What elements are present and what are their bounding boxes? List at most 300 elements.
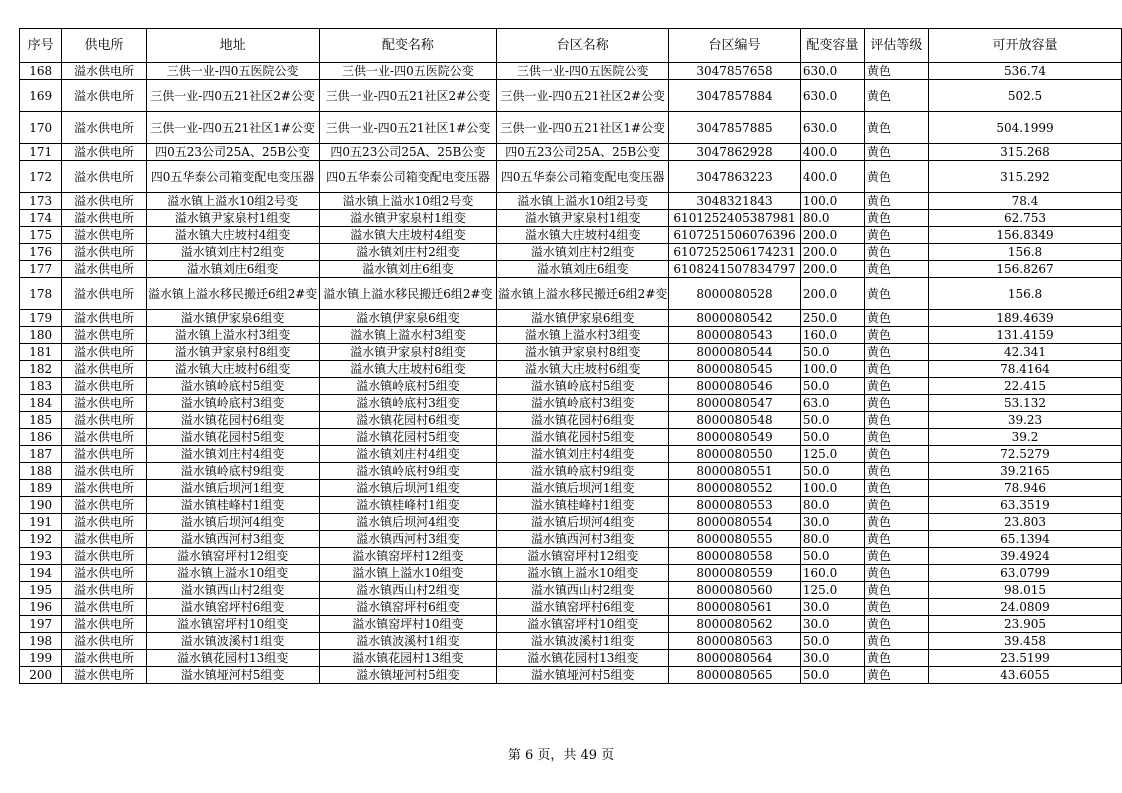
cell-area-name: 溢水镇上溢水10组变 — [497, 565, 669, 582]
cell-area-name: 溢水镇窑坪村10组变 — [497, 616, 669, 633]
cell-station: 溢水供电所 — [62, 531, 146, 548]
cell-capacity: 50.0 — [800, 548, 864, 565]
cell-open-capacity: 189.4639 — [928, 310, 1121, 327]
cell-transformer: 溢水镇西山村2组变 — [319, 582, 497, 599]
cell-address: 溢水镇西山村2组变 — [146, 582, 319, 599]
cell-open-capacity: 536.74 — [928, 63, 1121, 80]
cell-index: 168 — [20, 63, 62, 80]
cell-area-name: 三供一业-四0五医院公变 — [497, 63, 669, 80]
cell-rating: 黄色 — [864, 395, 928, 412]
cell-capacity: 400.0 — [800, 144, 864, 161]
table-row — [20, 429, 1122, 446]
cell-capacity: 50.0 — [800, 412, 864, 429]
cell-area-name: 溢水镇伊家泉6组变 — [497, 310, 669, 327]
cell-address: 溢水镇垭河村5组变 — [146, 667, 319, 684]
cell-index: 195 — [20, 582, 62, 599]
cell-area-code: 3047857884 — [669, 80, 801, 112]
cell-rating: 黄色 — [864, 429, 928, 446]
cell-capacity: 250.0 — [800, 310, 864, 327]
cell-area-name: 四0五23公司25A、25B公变 — [497, 144, 669, 161]
cell-open-capacity: 98.015 — [928, 582, 1121, 599]
cell-area-code: 6101252405387981 — [669, 210, 801, 227]
cell-area-name: 溢水镇岭底村5组变 — [497, 378, 669, 395]
col-header-capacity: 配变容量 — [800, 29, 864, 63]
cell-area-code: 3047862928 — [669, 144, 801, 161]
table-row — [20, 395, 1122, 412]
cell-transformer: 溢水镇窑坪村12组变 — [319, 548, 497, 565]
cell-transformer: 溢水镇上溢水10组2号变 — [319, 193, 497, 210]
cell-address: 溢水镇伊家泉6组变 — [146, 310, 319, 327]
cell-transformer: 溢水镇波溪村1组变 — [319, 633, 497, 650]
cell-address: 溢水镇刘庄村4组变 — [146, 446, 319, 463]
table-row — [20, 480, 1122, 497]
cell-index: 200 — [20, 667, 62, 684]
cell-rating: 黄色 — [864, 193, 928, 210]
cell-transformer: 溢水镇大庄坡村4组变 — [319, 227, 497, 244]
cell-index: 196 — [20, 599, 62, 616]
cell-transformer: 溢水镇尹家泉村1组变 — [319, 210, 497, 227]
cell-station: 溢水供电所 — [62, 378, 146, 395]
cell-capacity: 50.0 — [800, 378, 864, 395]
cell-transformer: 溢水镇花园村6组变 — [319, 412, 497, 429]
table-row — [20, 378, 1122, 395]
table-row — [20, 412, 1122, 429]
cell-area-code: 8000080547 — [669, 395, 801, 412]
cell-open-capacity: 72.5279 — [928, 446, 1121, 463]
cell-rating: 黄色 — [864, 378, 928, 395]
cell-area-name: 四0五华泰公司箱变配电变压器 — [497, 161, 669, 193]
cell-station: 溢水供电所 — [62, 582, 146, 599]
cell-rating: 黄色 — [864, 227, 928, 244]
cell-index: 189 — [20, 480, 62, 497]
cell-open-capacity: 78.4 — [928, 193, 1121, 210]
table-row — [20, 63, 1122, 80]
cell-area-name: 溢水镇后坝河4组变 — [497, 514, 669, 531]
cell-open-capacity: 43.6055 — [928, 667, 1121, 684]
cell-index: 191 — [20, 514, 62, 531]
cell-rating: 黄色 — [864, 548, 928, 565]
cell-rating: 黄色 — [864, 667, 928, 684]
cell-station: 溢水供电所 — [62, 429, 146, 446]
cell-rating: 黄色 — [864, 261, 928, 278]
table-row — [20, 244, 1122, 261]
cell-station: 溢水供电所 — [62, 261, 146, 278]
cell-rating: 黄色 — [864, 531, 928, 548]
cell-area-name: 溢水镇刘庄6组变 — [497, 261, 669, 278]
cell-station: 溢水供电所 — [62, 144, 146, 161]
cell-transformer: 溢水镇花园村13组变 — [319, 650, 497, 667]
cell-capacity: 200.0 — [800, 227, 864, 244]
cell-address: 三供一业-四0五21社区1#公变 — [146, 112, 319, 144]
cell-open-capacity: 39.4924 — [928, 548, 1121, 565]
cell-index: 199 — [20, 650, 62, 667]
cell-area-name: 溢水镇花园村6组变 — [497, 412, 669, 429]
cell-open-capacity: 42.341 — [928, 344, 1121, 361]
cell-transformer: 溢水镇后坝河1组变 — [319, 480, 497, 497]
cell-area-code: 8000080544 — [669, 344, 801, 361]
cell-station: 溢水供电所 — [62, 395, 146, 412]
cell-rating: 黄色 — [864, 310, 928, 327]
table-row — [20, 633, 1122, 650]
cell-transformer: 溢水镇上溢水10组变 — [319, 565, 497, 582]
cell-rating: 黄色 — [864, 480, 928, 497]
table-row — [20, 650, 1122, 667]
cell-area-name: 溢水镇窑坪村6组变 — [497, 599, 669, 616]
cell-area-code: 6107252506174231 — [669, 244, 801, 261]
cell-index: 177 — [20, 261, 62, 278]
cell-index: 188 — [20, 463, 62, 480]
cell-area-code: 3048321843 — [669, 193, 801, 210]
cell-index: 173 — [20, 193, 62, 210]
cell-station: 溢水供电所 — [62, 616, 146, 633]
cell-rating: 黄色 — [864, 446, 928, 463]
cell-address: 四0五华泰公司箱变配电变压器 — [146, 161, 319, 193]
cell-area-name: 溢水镇上溢水移民搬迁6组2#变 — [497, 278, 669, 310]
cell-capacity: 50.0 — [800, 429, 864, 446]
cell-area-code: 8000080550 — [669, 446, 801, 463]
cell-address: 溢水镇后坝河1组变 — [146, 480, 319, 497]
cell-station: 溢水供电所 — [62, 480, 146, 497]
cell-area-name: 溢水镇上溢水村3组变 — [497, 327, 669, 344]
cell-area-name: 溢水镇大庄坡村6组变 — [497, 361, 669, 378]
cell-rating: 黄色 — [864, 244, 928, 261]
cell-open-capacity: 22.415 — [928, 378, 1121, 395]
table-row — [20, 344, 1122, 361]
cell-index: 174 — [20, 210, 62, 227]
cell-index: 187 — [20, 446, 62, 463]
cell-area-code: 8000080528 — [669, 278, 801, 310]
cell-capacity: 400.0 — [800, 161, 864, 193]
cell-capacity: 50.0 — [800, 463, 864, 480]
cell-address: 溢水镇岭底村3组变 — [146, 395, 319, 412]
cell-transformer: 溢水镇刘庄村4组变 — [319, 446, 497, 463]
cell-rating: 黄色 — [864, 161, 928, 193]
cell-area-code: 8000080552 — [669, 480, 801, 497]
cell-station: 溢水供电所 — [62, 161, 146, 193]
cell-area-name: 溢水镇后坝河1组变 — [497, 480, 669, 497]
cell-rating: 黄色 — [864, 278, 928, 310]
cell-area-name: 溢水镇岭底村9组变 — [497, 463, 669, 480]
cell-station: 溢水供电所 — [62, 599, 146, 616]
cell-capacity: 100.0 — [800, 480, 864, 497]
cell-area-name: 溢水镇西山村2组变 — [497, 582, 669, 599]
cell-rating: 黄色 — [864, 80, 928, 112]
table-row — [20, 514, 1122, 531]
cell-area-code: 8000080545 — [669, 361, 801, 378]
col-header-rating: 评估等级 — [864, 29, 928, 63]
cell-rating: 黄色 — [864, 63, 928, 80]
cell-area-name: 溢水镇垭河村5组变 — [497, 667, 669, 684]
cell-capacity: 160.0 — [800, 327, 864, 344]
cell-station: 溢水供电所 — [62, 514, 146, 531]
cell-area-name: 溢水镇大庄坡村4组变 — [497, 227, 669, 244]
cell-index: 179 — [20, 310, 62, 327]
cell-transformer: 溢水镇刘庄村2组变 — [319, 244, 497, 261]
cell-open-capacity: 39.23 — [928, 412, 1121, 429]
cell-open-capacity: 24.0809 — [928, 599, 1121, 616]
table-row — [20, 227, 1122, 244]
cell-station: 溢水供电所 — [62, 463, 146, 480]
cell-open-capacity: 65.1394 — [928, 531, 1121, 548]
table-row — [20, 599, 1122, 616]
cell-capacity: 100.0 — [800, 361, 864, 378]
cell-open-capacity: 23.905 — [928, 616, 1121, 633]
col-header-station: 供电所 — [62, 29, 146, 63]
cell-index: 175 — [20, 227, 62, 244]
cell-open-capacity: 39.2165 — [928, 463, 1121, 480]
cell-transformer: 溢水镇窑坪村10组变 — [319, 616, 497, 633]
cell-address: 溢水镇刘庄村2组变 — [146, 244, 319, 261]
cell-capacity: 630.0 — [800, 80, 864, 112]
cell-area-name: 溢水镇刘庄村2组变 — [497, 244, 669, 261]
cell-open-capacity: 63.3519 — [928, 497, 1121, 514]
cell-index: 171 — [20, 144, 62, 161]
cell-address: 溢水镇窑坪村12组变 — [146, 548, 319, 565]
cell-area-code: 3047863223 — [669, 161, 801, 193]
cell-area-code: 3047857658 — [669, 63, 801, 80]
cell-index: 180 — [20, 327, 62, 344]
cell-transformer: 溢水镇岭底村9组变 — [319, 463, 497, 480]
cell-index: 170 — [20, 112, 62, 144]
cell-station: 溢水供电所 — [62, 193, 146, 210]
col-header-transformer: 配变名称 — [319, 29, 497, 63]
cell-open-capacity: 23.803 — [928, 514, 1121, 531]
cell-index: 193 — [20, 548, 62, 565]
cell-open-capacity: 315.292 — [928, 161, 1121, 193]
cell-transformer: 四0五23公司25A、25B公变 — [319, 144, 497, 161]
cell-capacity: 100.0 — [800, 193, 864, 210]
cell-rating: 黄色 — [864, 344, 928, 361]
cell-open-capacity: 39.2 — [928, 429, 1121, 446]
cell-address: 溢水镇窑坪村10组变 — [146, 616, 319, 633]
cell-capacity: 30.0 — [800, 650, 864, 667]
cell-station: 溢水供电所 — [62, 244, 146, 261]
cell-capacity: 160.0 — [800, 565, 864, 582]
header-row — [20, 29, 1122, 63]
cell-address: 溢水镇岭底村5组变 — [146, 378, 319, 395]
cell-area-code: 8000080548 — [669, 412, 801, 429]
cell-address: 溢水镇后坝河4组变 — [146, 514, 319, 531]
cell-capacity: 630.0 — [800, 63, 864, 80]
cell-station: 溢水供电所 — [62, 412, 146, 429]
cell-open-capacity: 156.8 — [928, 278, 1121, 310]
cell-transformer: 溢水镇西河村3组变 — [319, 531, 497, 548]
cell-station: 溢水供电所 — [62, 650, 146, 667]
cell-transformer: 溢水镇刘庄6组变 — [319, 261, 497, 278]
cell-transformer: 溢水镇岭底村5组变 — [319, 378, 497, 395]
cell-open-capacity: 63.0799 — [928, 565, 1121, 582]
cell-index: 182 — [20, 361, 62, 378]
cell-index: 186 — [20, 429, 62, 446]
cell-area-name: 溢水镇花园村5组变 — [497, 429, 669, 446]
cell-transformer: 溢水镇上溢水村3组变 — [319, 327, 497, 344]
cell-station: 溢水供电所 — [62, 344, 146, 361]
cell-station: 溢水供电所 — [62, 63, 146, 80]
cell-station: 溢水供电所 — [62, 565, 146, 582]
data-table — [19, 28, 1122, 684]
table-row — [20, 112, 1122, 144]
cell-area-code: 8000080555 — [669, 531, 801, 548]
cell-capacity: 50.0 — [800, 344, 864, 361]
cell-capacity: 80.0 — [800, 497, 864, 514]
cell-address: 三供一业-四0五21社区2#公变 — [146, 80, 319, 112]
cell-transformer: 溢水镇伊家泉6组变 — [319, 310, 497, 327]
table-row — [20, 531, 1122, 548]
cell-area-name: 溢水镇上溢水10组2号变 — [497, 193, 669, 210]
cell-transformer: 三供一业-四0五医院公变 — [319, 63, 497, 80]
table-row — [20, 261, 1122, 278]
cell-rating: 黄色 — [864, 361, 928, 378]
cell-address: 溢水镇刘庄6组变 — [146, 261, 319, 278]
page-footer: 第 6 页，共 49 页 — [507, 748, 615, 763]
cell-index: 181 — [20, 344, 62, 361]
cell-station: 溢水供电所 — [62, 310, 146, 327]
cell-address: 溢水镇岭底村9组变 — [146, 463, 319, 480]
cell-capacity: 50.0 — [800, 633, 864, 650]
cell-open-capacity: 53.132 — [928, 395, 1121, 412]
cell-area-name: 溢水镇岭底村3组变 — [497, 395, 669, 412]
cell-capacity: 30.0 — [800, 616, 864, 633]
col-header-address: 地址 — [146, 29, 319, 63]
cell-rating: 黄色 — [864, 327, 928, 344]
cell-station: 溢水供电所 — [62, 633, 146, 650]
cell-address: 溢水镇窑坪村6组变 — [146, 599, 319, 616]
cell-address: 溢水镇大庄坡村4组变 — [146, 227, 319, 244]
cell-capacity: 200.0 — [800, 261, 864, 278]
cell-area-code: 8000080543 — [669, 327, 801, 344]
cell-area-code: 8000080564 — [669, 650, 801, 667]
cell-area-code: 8000080565 — [669, 667, 801, 684]
col-header-area-code: 台区编号 — [669, 29, 801, 63]
cell-area-code: 8000080554 — [669, 514, 801, 531]
cell-transformer: 溢水镇窑坪村6组变 — [319, 599, 497, 616]
cell-area-name: 三供一业-四0五21社区1#公变 — [497, 112, 669, 144]
cell-station: 溢水供电所 — [62, 548, 146, 565]
cell-area-code: 8000080562 — [669, 616, 801, 633]
cell-transformer: 溢水镇垭河村5组变 — [319, 667, 497, 684]
cell-rating: 黄色 — [864, 565, 928, 582]
cell-index: 176 — [20, 244, 62, 261]
cell-rating: 黄色 — [864, 650, 928, 667]
table-row — [20, 327, 1122, 344]
cell-index: 194 — [20, 565, 62, 582]
cell-transformer: 溢水镇岭底村3组变 — [319, 395, 497, 412]
table-row — [20, 446, 1122, 463]
cell-address: 四0五23公司25A、25B公变 — [146, 144, 319, 161]
cell-address: 溢水镇上溢水10组变 — [146, 565, 319, 582]
cell-open-capacity: 502.5 — [928, 80, 1121, 112]
cell-rating: 黄色 — [864, 633, 928, 650]
cell-station: 溢水供电所 — [62, 497, 146, 514]
cell-transformer: 四0五华泰公司箱变配电变压器 — [319, 161, 497, 193]
cell-station: 溢水供电所 — [62, 210, 146, 227]
cell-station: 溢水供电所 — [62, 227, 146, 244]
cell-address: 溢水镇花园村13组变 — [146, 650, 319, 667]
cell-capacity: 125.0 — [800, 446, 864, 463]
cell-area-name: 溢水镇桂峰村1组变 — [497, 497, 669, 514]
cell-rating: 黄色 — [864, 412, 928, 429]
table-row — [20, 548, 1122, 565]
cell-capacity: 80.0 — [800, 531, 864, 548]
cell-transformer: 溢水镇上溢水移民搬迁6组2#变 — [319, 278, 497, 310]
cell-capacity: 63.0 — [800, 395, 864, 412]
cell-transformer: 溢水镇花园村5组变 — [319, 429, 497, 446]
cell-capacity: 125.0 — [800, 582, 864, 599]
table-row — [20, 361, 1122, 378]
cell-rating: 黄色 — [864, 210, 928, 227]
table-row — [20, 582, 1122, 599]
cell-address: 溢水镇波溪村1组变 — [146, 633, 319, 650]
table-row — [20, 497, 1122, 514]
cell-rating: 黄色 — [864, 497, 928, 514]
col-header-area-name: 台区名称 — [497, 29, 669, 63]
cell-area-code: 6108241507834797 — [669, 261, 801, 278]
cell-area-name: 溢水镇窑坪村12组变 — [497, 548, 669, 565]
cell-area-name: 溢水镇尹家泉村1组变 — [497, 210, 669, 227]
cell-capacity: 30.0 — [800, 514, 864, 531]
cell-area-name: 溢水镇西河村3组变 — [497, 531, 669, 548]
cell-station: 溢水供电所 — [62, 278, 146, 310]
cell-address: 溢水镇西河村3组变 — [146, 531, 319, 548]
cell-station: 溢水供电所 — [62, 327, 146, 344]
table-row — [20, 193, 1122, 210]
cell-rating: 黄色 — [864, 463, 928, 480]
table-row — [20, 310, 1122, 327]
table-row — [20, 278, 1122, 310]
table-row — [20, 80, 1122, 112]
cell-area-name: 溢水镇花园村13组变 — [497, 650, 669, 667]
cell-rating: 黄色 — [864, 582, 928, 599]
cell-index: 198 — [20, 633, 62, 650]
cell-area-name: 三供一业-四0五21社区2#公变 — [497, 80, 669, 112]
cell-open-capacity: 156.8 — [928, 244, 1121, 261]
cell-open-capacity: 78.946 — [928, 480, 1121, 497]
cell-open-capacity: 78.4164 — [928, 361, 1121, 378]
cell-area-name: 溢水镇尹家泉村8组变 — [497, 344, 669, 361]
table-row — [20, 667, 1122, 684]
table-body — [20, 63, 1122, 684]
cell-index: 183 — [20, 378, 62, 395]
cell-station: 溢水供电所 — [62, 667, 146, 684]
cell-address: 溢水镇花园村6组变 — [146, 412, 319, 429]
cell-station: 溢水供电所 — [62, 361, 146, 378]
cell-index: 190 — [20, 497, 62, 514]
cell-address: 溢水镇桂峰村1组变 — [146, 497, 319, 514]
cell-area-code: 8000080558 — [669, 548, 801, 565]
cell-transformer: 溢水镇后坝河4组变 — [319, 514, 497, 531]
cell-capacity: 30.0 — [800, 599, 864, 616]
cell-index: 178 — [20, 278, 62, 310]
table-row — [20, 161, 1122, 193]
cell-transformer: 三供一业-四0五21社区1#公变 — [319, 112, 497, 144]
cell-index: 197 — [20, 616, 62, 633]
cell-area-code: 8000080563 — [669, 633, 801, 650]
cell-index: 192 — [20, 531, 62, 548]
cell-index: 169 — [20, 80, 62, 112]
cell-area-code: 8000080542 — [669, 310, 801, 327]
cell-area-code: 8000080561 — [669, 599, 801, 616]
cell-address: 溢水镇上溢水移民搬迁6组2#变 — [146, 278, 319, 310]
cell-open-capacity: 39.458 — [928, 633, 1121, 650]
cell-address: 三供一业-四0五医院公变 — [146, 63, 319, 80]
cell-capacity: 200.0 — [800, 278, 864, 310]
table-row — [20, 463, 1122, 480]
table-row — [20, 616, 1122, 633]
cell-area-code: 8000080560 — [669, 582, 801, 599]
cell-rating: 黄色 — [864, 112, 928, 144]
cell-open-capacity: 156.8349 — [928, 227, 1121, 244]
cell-open-capacity: 156.8267 — [928, 261, 1121, 278]
